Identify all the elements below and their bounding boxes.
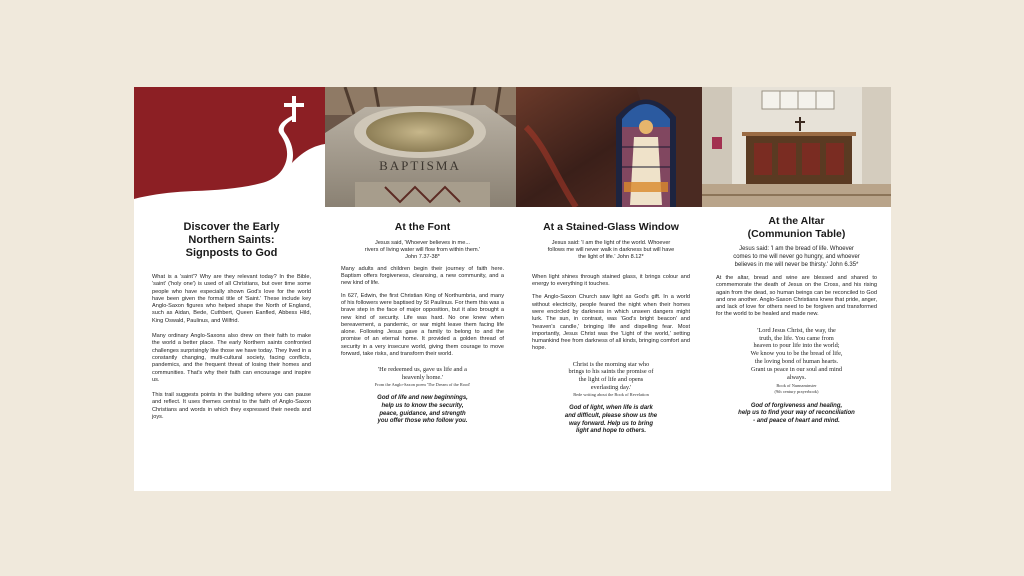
font-quote-source: From the Anglo-Saxon poem 'The Dream of the Rood' [374, 381, 471, 387]
quote-line: We know you to be the bread of life, [750, 350, 843, 358]
quote-line: always. [786, 373, 807, 381]
font-inscription: BAPTISMA [379, 158, 461, 173]
prayer-line: peace, guidance, and strength [379, 410, 466, 417]
prayer-line: and difficult, please show us the [564, 413, 658, 420]
font-paragraph: Many adults and children begin their journey of faith here. Baptism offers forgiveness, cleansing, a new community, and a new kind of life. [341, 265, 504, 287]
quote-line: brings to his saints the promise of [568, 368, 654, 376]
intro-paragraph: This trail suggests points in the building where you can pause and reflect. It uses themes central to the faith of Anglo-Saxon Christians and words in which they expressed their needs and joys. [152, 392, 311, 421]
quote-line: heavenly home.' [401, 374, 443, 382]
prayer-line: you offer those who follow you. [377, 418, 468, 425]
altar-paragraph: At the altar, bread and wine are blessed and shared to commemorate the death of Jesus on the Cross, and his rising again from the dead, so human beings can be reconciled to God and one another. Anglo-Saxon Christians knew that pride, anger, and lack of love for others need to be forgiven and transformed for the world to be healed and made new. [716, 275, 877, 318]
intro-paragraph: Many ordinary Anglo-Saxons also drew on their faith to make the world a better place. The early Northern saints confronted challenges surprisingly like those we have today. They lived in a constantly changing, multi-cultural society, facing conflicts, pandemics, and the frequent threat of losing their homes and communities. That's why their faith can encourage and inspire us. [152, 333, 311, 383]
stained-glass-quote [532, 361, 690, 392]
verse-line: John 7.37-38* [405, 254, 440, 261]
altar-title-line: At the Altar [768, 215, 825, 227]
altar-quote [716, 327, 877, 382]
intro-title [152, 221, 311, 260]
quote-line: Grant us peace in our soul and mind [750, 365, 843, 373]
stained-glass-quote-source: Bede writing about the Book of Revelation [573, 391, 649, 397]
altar-panel [702, 207, 891, 491]
stained-glass-title: At a Stained-Glass Window [543, 221, 679, 233]
stained-glass-prayer [532, 405, 690, 435]
prayer-line: help us to know the security, [381, 403, 464, 410]
verse-line: follows me will never walk in darkness but will have [547, 246, 675, 253]
cite-line: (9th century prayerbook) [774, 388, 819, 394]
font-verse [341, 240, 504, 262]
verse-line: Jesus said: 'I am the light of the world. Whoever [551, 239, 671, 246]
prayer-line: God of life and new beginnings, [377, 395, 468, 402]
font-photo [325, 87, 516, 207]
altar-title [716, 215, 877, 240]
quote-line: the loving bond of human hearts. [754, 357, 839, 365]
altar-prayer [716, 403, 877, 426]
font-panel [325, 207, 516, 491]
verse-line: comes to me will never go hungry, and whoever [733, 254, 860, 260]
quote-line: 'Lord Jesus Christ, the way, the [757, 326, 836, 334]
verse-line: rivers of living water will flow from within them.' [364, 246, 481, 253]
intro-title-line: Discover the Early [183, 221, 280, 233]
quote-line: everlasting day.' [590, 384, 632, 392]
intro-paragraph: What is a 'saint'? Why are they relevant today? In the Bible, 'saint' ('holy one') is used of all Christians, but over time some people who have especially shown God's love for the world have been given the formal title of 'Saint.' These include key Anglo-Saxon figures who helped shape the North of England, such as Aidan, Bede, Cuthbert, Queen Eanfled, Abbess Hild, King Oswald, Paulinus, and Wilfrid. [152, 274, 311, 324]
quote-line: heaven to pour life into the world; [753, 342, 840, 350]
prayer-line: God of forgiveness and healing, [750, 402, 843, 409]
saints-trail-logo [134, 87, 325, 207]
verse-line: Jesus said: 'I am the bread of life. Whoever [739, 246, 854, 252]
intro-panel [134, 207, 325, 491]
verse-line: Jesus said, 'Whoever believes in me... [375, 239, 470, 246]
intro-title-line: Signposts to God [185, 247, 278, 259]
prayer-line: way forward. Help us to bring [568, 420, 653, 427]
altar-title-line: (Communion Table) [747, 227, 846, 240]
verse-line: the light of life.' John 8.12* [578, 254, 644, 261]
font-quote [341, 366, 504, 382]
prayer-line: - and peace of heart and mind. [753, 417, 840, 424]
altar-verse [716, 245, 877, 269]
altar-photo [702, 87, 891, 207]
stained-glass-panel [516, 207, 702, 491]
stained-glass-verse [532, 240, 690, 262]
prayer-line: help us to find your way of reconciliation [738, 410, 855, 417]
prayer-line: light and hope to others. [576, 428, 646, 435]
logo-banner [134, 87, 325, 207]
intro-title-line: Northern Saints: [188, 234, 275, 246]
verse-line: believes in me will never be thirsty.' John 6.35* [734, 262, 859, 268]
quote-line: 'He redeemed us, gave us life and a [378, 366, 467, 374]
cite-line: Book of Nunnaminster [776, 383, 817, 389]
leaflet [134, 87, 891, 491]
quote-line: Christ is the morning star who [572, 360, 650, 368]
quote-line: the light of life and opens [578, 376, 644, 384]
quote-line: truth, the life. You came from [759, 334, 834, 342]
stained-glass-paragraph: The Anglo-Saxon Church saw light as God's gift. In a world without electricity, people feared the night when their homes were encircled by darkness in which unseen dangers might lurk. The sun, in contrast, was 'God's bright beacon' and 'heaven's candle,' bringing life and dispelling fear. Most importantly, Jesus Christ was the 'Light of the world,' setting humankind free from darkness of all kinds, bringing comfort and hope. [532, 294, 690, 352]
stained-glass-photo [516, 87, 702, 207]
font-title: At the Font [394, 221, 451, 233]
font-paragraph: In 627, Edwin, the first Christian King of Northumbria, and many of his followers were baptised by St Paulinus. For them this was a brave step in the face of major opposition, but it also brought a new kind of security. Life was hard. No one knew when bereavement, a pandemic, or war might leave them facing life alone. Following Jesus gave a family to belong to and the promise of an eternal home. It provided a golden thread of security in a very insecure world, giving them courage to move forward, take risks, and transform their world. [341, 292, 504, 357]
altar-quote-source [716, 383, 877, 394]
font-prayer [341, 395, 504, 425]
prayer-line: God of light, when life is dark [569, 405, 653, 412]
stained-glass-paragraph: When light shines through stained glass, it brings colour and energy to everything it touches. [532, 273, 690, 288]
